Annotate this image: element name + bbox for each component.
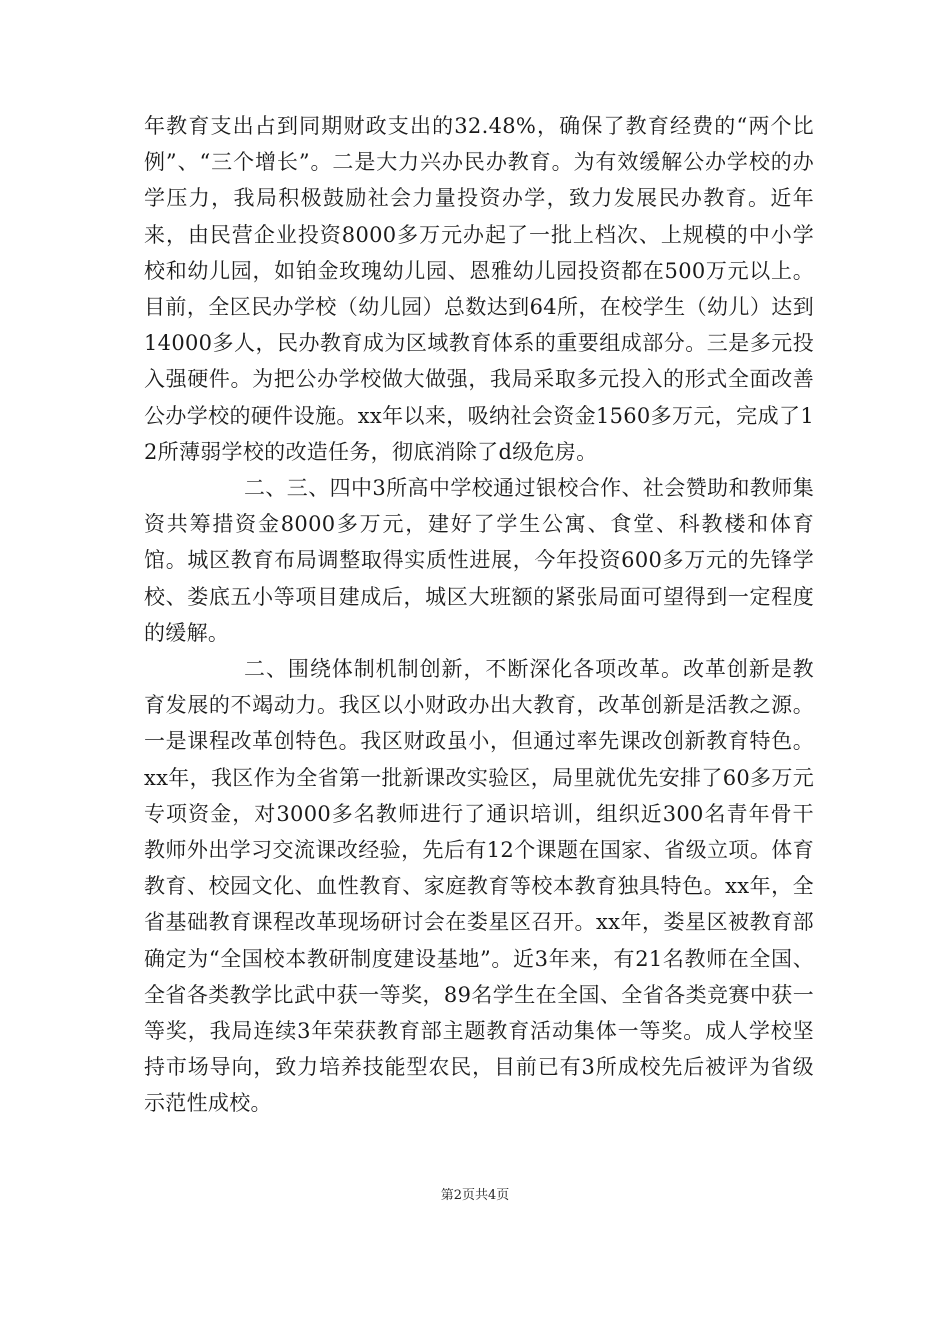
page-number-label: 第2页共4页	[440, 1188, 510, 1203]
paragraph-2: 二、三、四中3所高中学校通过银校合作、社会赞助和教师集资共筹措资金8000多万元，建好了学生公寓、食堂、科教楼和体育馆。城区教育布局调整取得实质性进展，今年投资600多万元的先锋学校、娄底五小等项目建成后，城区大班额的紧张局面可望得到一定程度的缓解。	[144, 476, 814, 645]
document-body	[144, 108, 814, 1122]
paragraph-3: 二、围绕体制机制创新，不断深化各项改革。改革创新是教育发展的不竭动力。我区以小财政办出大教育，改革创新是活教之源。一是课程改革创特色。我区财政虽小，但通过率先课改创新教育特色。xx年，我区作为全省第一批新课改实验区，局里就优先安排了60多万元专项资金，对3000多名教师进行了通识培训，组织近300名青年骨干教师外出学习交流课改经验，先后有12个课题在国家、省级立项。体育教育、校园文化、血性教育、家庭教育等校本教育独具特色。xx年，全省基础教育课程改革现场研讨会在娄星区召开。xx年，娄星区被教育部确定为“全国校本教研制度建设基地”。近3年来，有21名教师在全国、全省各类教学比武中获一等奖，89名学生在全国、全省各类竞赛中获一等奖，我局连续3年荣获教育部主题教育活动集体一等奖。成人学校坚持市场导向，致力培养技能型农民，目前已有3所成校先后被评为省级示范性成校。	[144, 657, 814, 1116]
page-footer	[0, 1187, 950, 1205]
paragraph-1: 年教育支出占到同期财政支出的32.48%，确保了教育经费的“两个比例”、“三个增长”。二是大力兴办民办教育。为有效缓解公办学校的办学压力，我局积极鼓励社会力量投资办学，致力发展民办教育。近年来，由民营企业投资8000多万元办起了一批上档次、上规模的中小学校和幼儿园，如铂金玫瑰幼儿园、恩雅幼儿园投资都在500万元以上。目前，全区民办学校（幼儿园）总数达到64所，在校学生（幼儿）达到14000多人，民办教育成为区域教育体系的重要组成部分。三是多元投入强硬件。为把公办学校做大做强，我局采取多元投入的形式全面改善公办学校的硬件设施。xx年以来，吸纳社会资金1560多万元，完成了12所薄弱学校的改造任务，彻底消除了d级危房。	[144, 114, 814, 464]
